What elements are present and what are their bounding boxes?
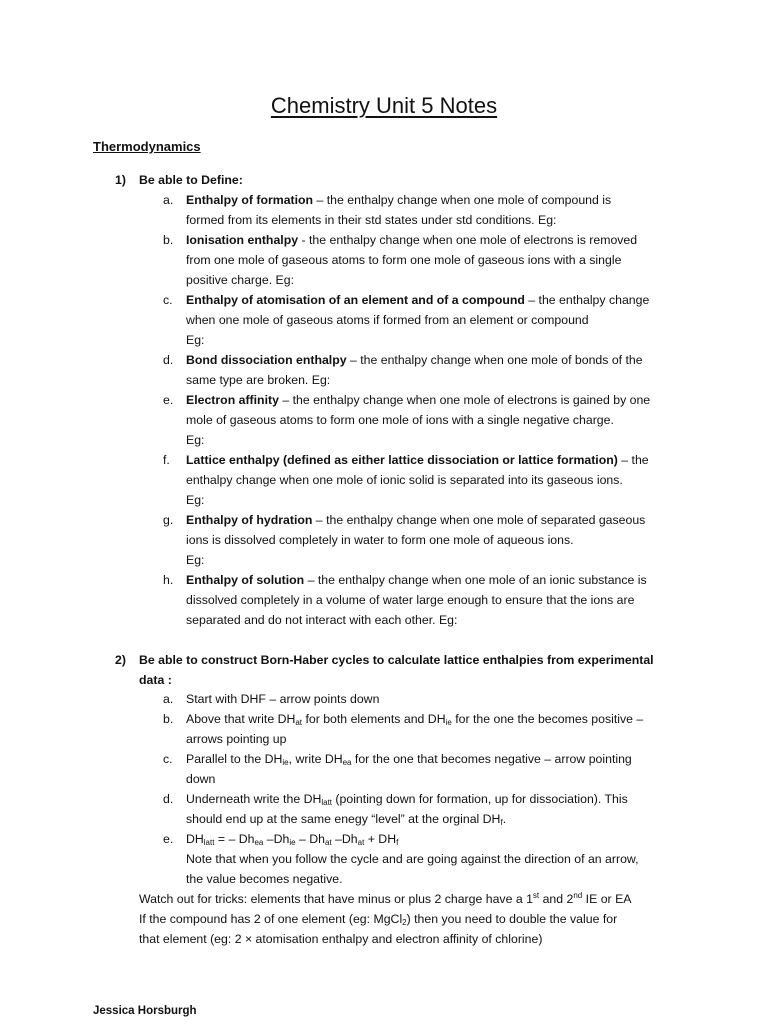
q1-h-line1: Enthalpy of solution – the enthalpy change when one mole of an ionic substance is [186, 573, 647, 587]
q1-b-line1: Ionisation enthalpy - the enthalpy change when one mole of electrons is removed [186, 233, 638, 247]
q1-h-line2: dissolved completely in a volume of water large enough to ensure that the ions are [186, 593, 635, 607]
q1-e-term: Electron affinity [186, 393, 279, 407]
q2-e-line2: Note that when you follow the cycle and are going against the direction of an arrow, [186, 852, 639, 866]
q2-e-formula: $DH_{latt}$ = – $Dh_{ea}$ $-Dh_{ie} - Dh_{at}$ $-Dh_{at} + DH_f$ [186, 832, 399, 847]
q1-a-term: Enthalpy of formation [186, 193, 314, 207]
section-heading: Thermodynamics [93, 139, 201, 154]
q1-g-letter: g. [163, 513, 174, 527]
q1-g-line3: Eg: [186, 553, 205, 567]
q2-c-line1: Parallel to the $DH_{ie}$, write $DH_{ea}$ for the one that becomes negative – arrow pointing [186, 752, 632, 767]
q1-b-line2: from one mole of gaseous atoms to form one mole of gaseous ions with a single [186, 253, 622, 267]
q1-b-line3: positive charge. Eg: [186, 273, 295, 287]
q1-b-term: Ionisation enthalpy [186, 233, 299, 247]
q2-d-letter: d. [163, 792, 174, 806]
q2-watch-line3: that element (eg: 2 × atomisation enthalpy and electron affinity of chlorine) [139, 932, 543, 946]
q2-d-line2: should end up at the same enegy “level” at the orginal $DH_f$. [186, 812, 507, 827]
q2-b-line2: arrows pointing up [186, 732, 287, 746]
q2-d-line1: Underneath write the $DH_{latt}$ (pointing down for formation, up for dissociation). This [186, 792, 628, 807]
q2-heading-line2: data : [139, 673, 172, 687]
q1-c-term: Enthalpy of atomisation of an element and of a compound [186, 293, 525, 307]
q1-e-line1: Electron affinity – the enthalpy change when one mole of electrons is gained by one [186, 393, 651, 407]
q1-d-line1: Bond dissociation enthalpy – the enthalpy change when one mole of bonds of the [186, 353, 643, 367]
q1-a-letter: a. [163, 193, 174, 207]
q1-h-term: Enthalpy of solution [186, 573, 305, 587]
q2-number: 2) [115, 653, 126, 667]
q1-f-letter: f. [163, 453, 170, 467]
page-title: Chemistry Unit 5 Notes [270, 93, 498, 118]
q1-f-line2: enthalpy change when one mole of ionic solid is separated into its gaseous ions. [186, 473, 623, 487]
q2-watch-line2: If the compound has 2 of one element (eg: MgCl$_2$) then you need to double the value for [139, 912, 618, 927]
q2-b-line1: Above that write $DH_{at}$ for both elements and $DH_{ie}$ for the one the becomes positive – [186, 712, 644, 727]
q1-h-line3: separated and do not interact with each other. Eg: [186, 613, 458, 627]
q2-e-line3: the value becomes negative. [186, 872, 343, 886]
q2-heading-line1: Be able to construct Born-Haber cycles to calculate lattice enthalpies from experimental [139, 653, 654, 667]
footer-author: Jessica Horsburgh [93, 1005, 197, 1017]
q1-f-line3: Eg: [186, 493, 205, 507]
q1-c-line3: Eg: [186, 333, 205, 347]
q1-e-line3: Eg: [186, 433, 205, 447]
q1-c-line2: when one mole of gaseous atoms if formed from an element or compound [186, 313, 589, 327]
q1-a-line2: formed from its elements in their std states under std conditions. Eg: [186, 213, 557, 227]
q1-e-line2: mole of gaseous atoms to form one mole of ions with a single negative charge. [186, 413, 614, 427]
q2-watch-line1: Watch out for tricks: elements that have minus or plus 2 charge have a 1st and 2nd IE or EA [139, 891, 632, 906]
q1-number: 1) [115, 173, 126, 187]
q1-g-term: Enthalpy of hydration [186, 513, 313, 527]
q1-c-letter: c. [163, 293, 173, 307]
q2-a-line1: Start with DHF – arrow points down [186, 692, 380, 706]
q1-f-line1: Lattice enthalpy (defined as either lattice dissociation or lattice formation) – the [186, 453, 649, 467]
q1-heading: Be able to Define: [139, 173, 243, 187]
q1-g-line2: ions is dissolved completely in water to form one mole of aqueous ions. [186, 533, 574, 547]
q1-a-line1: Enthalpy of formation – the enthalpy change when one mole of compound is [186, 193, 612, 207]
q2-b-letter: b. [163, 712, 174, 726]
q1-e-letter: e. [163, 393, 174, 407]
q2-e-letter: e. [163, 832, 174, 846]
q2-a-letter: a. [163, 692, 174, 706]
q1-d-letter: d. [163, 353, 174, 367]
q2-c-letter: c. [163, 752, 173, 766]
q1-d-term: Bond dissociation enthalpy [186, 353, 347, 367]
q1-c-line1: Enthalpy of atomisation of an element and of a compound – the enthalpy change [186, 293, 650, 307]
q1-b-letter: b. [163, 233, 174, 247]
q1-d-line2: same type are broken. Eg: [186, 373, 331, 387]
q1-h-letter: h. [163, 573, 174, 587]
q1-f-term: Lattice enthalpy (defined as either lattice dissociation or lattice formation) [186, 453, 618, 467]
q2-c-line2: down [186, 772, 216, 786]
q1-g-line1: Enthalpy of hydration – the enthalpy change when one mole of separated gaseous [186, 513, 646, 527]
